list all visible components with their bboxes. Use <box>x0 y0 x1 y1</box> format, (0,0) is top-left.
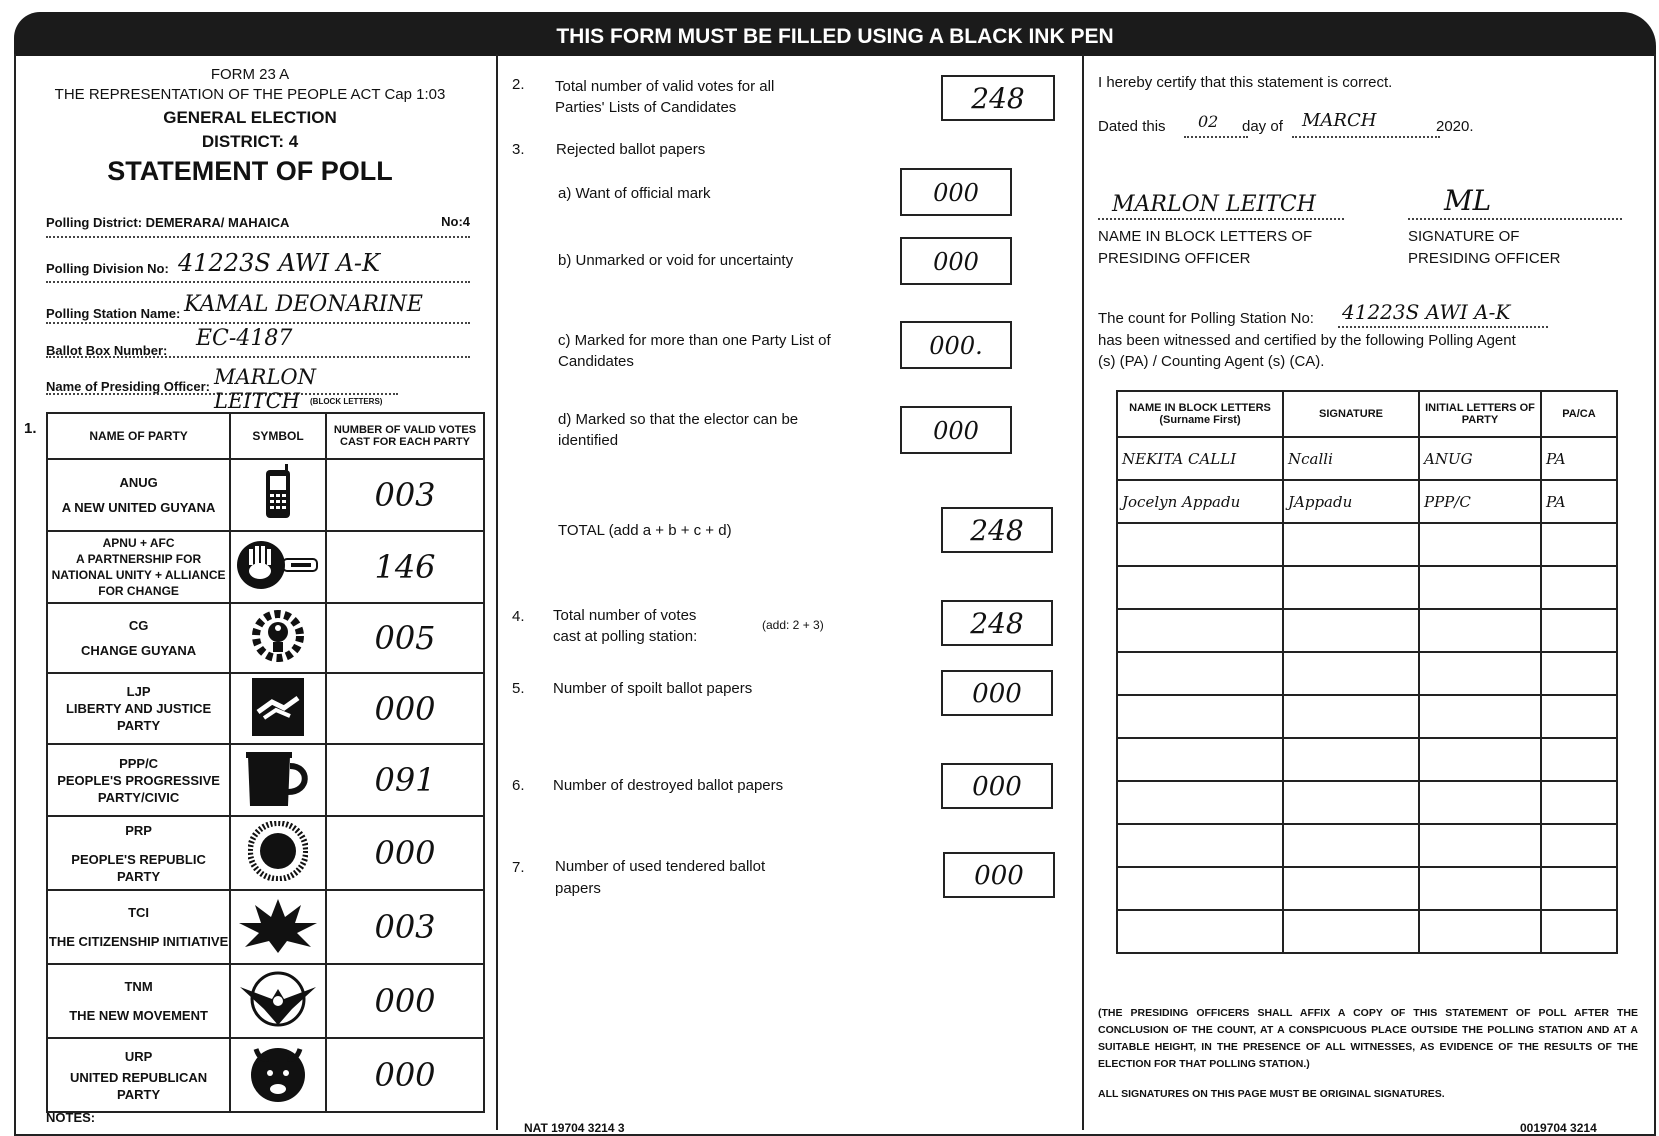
column-divider-right <box>1082 54 1084 1130</box>
votes-cell[interactable]: 000 <box>326 964 484 1038</box>
polling-station-value[interactable]: KAMAL DEONARINE <box>184 292 423 317</box>
party-row <box>47 890 484 964</box>
agent-signature[interactable] <box>1283 738 1419 781</box>
party-row <box>47 531 484 603</box>
agent-signature[interactable] <box>1283 867 1419 910</box>
party-name-cell <box>47 890 230 964</box>
q3a-value-box[interactable]: 000 <box>900 168 1012 216</box>
agent-row-empty <box>1117 910 1617 953</box>
agent-name[interactable]: Jocelyn Appadu <box>1117 480 1283 523</box>
agent-signature-header: SIGNATURE <box>1283 391 1419 437</box>
q3d-value-box[interactable]: 000 <box>900 406 1012 454</box>
officer-signature: ML <box>1444 184 1492 217</box>
agent-signature[interactable] <box>1283 652 1419 695</box>
agent-role[interactable] <box>1541 738 1617 781</box>
party-abbr: LJP <box>126 684 151 699</box>
agent-name[interactable] <box>1117 609 1283 652</box>
q4-label: Total number of votes cast at polling station: <box>553 607 698 645</box>
party-full-name: LIBERTY AND JUSTICE PARTY <box>65 701 212 733</box>
agent-row-empty <box>1117 609 1617 652</box>
agent-name-header: NAME IN BLOCK LETTERS (Surname First) <box>1117 391 1283 437</box>
total-value-box[interactable]: 248 <box>941 507 1053 553</box>
agent-party[interactable] <box>1419 738 1541 781</box>
party-name-cell <box>47 964 230 1038</box>
party-row <box>47 673 484 744</box>
q2-label: Total number of valid votes for all Parties' Lists of Candidates <box>555 78 775 116</box>
form-number: FORM 23 A <box>210 66 290 83</box>
party-full-name: UNITED REPUBLICAN PARTY <box>69 1069 208 1102</box>
bulb-gear-icon <box>230 603 326 673</box>
party-row <box>47 459 484 531</box>
agent-signature[interactable] <box>1283 781 1419 824</box>
q6-number: 6. <box>512 777 525 794</box>
agent-signature[interactable] <box>1283 609 1419 652</box>
election-title: GENERAL ELECTION <box>163 108 337 127</box>
block-letters-caption: (BLOCK LETTERS) <box>310 397 383 406</box>
q5-value-box[interactable]: 000 <box>941 670 1053 716</box>
agent-party[interactable] <box>1419 695 1541 738</box>
party-abbr: PPP/C <box>119 755 159 771</box>
q3c-label: c) Marked for more than one Party List of Candidates <box>558 332 831 370</box>
agent-signature[interactable] <box>1283 695 1419 738</box>
agent-name[interactable] <box>1117 566 1283 609</box>
party-abbr: APNU + AFC <box>102 536 175 550</box>
agent-signature[interactable] <box>1283 523 1419 566</box>
q3b-label: b) Unmarked or void for uncertainty <box>558 252 794 269</box>
votes-cell[interactable]: 000 <box>326 673 484 744</box>
agent-signature[interactable] <box>1283 566 1419 609</box>
agent-signature[interactable]: Ncalli <box>1283 437 1419 480</box>
instruction-banner: THIS FORM MUST BE FILLED USING A BLACK INK PEN <box>14 12 1656 56</box>
votes-cell[interactable]: 146 <box>326 531 484 603</box>
polling-station-label: Polling Station Name: <box>46 306 181 321</box>
bull-icon <box>230 1038 326 1112</box>
presiding-officer-label: Name of Presiding Officer: <box>46 379 210 394</box>
party-name-cell <box>47 744 230 816</box>
agent-party-header: INITIAL LETTERS OF PARTY <box>1419 391 1541 437</box>
polling-division-line <box>46 251 470 283</box>
agent-name[interactable]: NEKITA CALLI <box>1117 437 1283 480</box>
dated-line <box>1098 110 1478 140</box>
polling-station-line <box>46 292 470 324</box>
dated-mid: day of <box>1242 118 1283 135</box>
agents-table <box>1116 390 1618 954</box>
polling-district-line <box>46 214 470 238</box>
agent-party[interactable]: ANUG <box>1419 437 1541 480</box>
affix-note: (THE PRESIDING OFFICERS SHALL AFFIX A COPY OF THIS STATEMENT OF POLL AFTER THE CONCLUSION OF THE COUNT, AT A CONSPICUOUS PLACE OUTSIDE THE POLLING STATION AND AT A SUITABLE HEIGHT, IN THE PRESENCE OF ALL WITNESSES, AS EVIDENCE OF THE RESULTS OF THE ELECTION FOR THAT POLLING STATION.) <box>1098 1007 1638 1070</box>
agent-party[interactable] <box>1419 824 1541 867</box>
agent-name[interactable] <box>1117 695 1283 738</box>
officer-signature-field[interactable] <box>1408 184 1622 220</box>
q2-number: 2. <box>512 76 525 93</box>
party-abbr: CG <box>128 618 149 633</box>
agent-role[interactable]: PA <box>1541 480 1617 523</box>
form-header <box>40 66 460 187</box>
party-name-cell <box>47 1038 230 1112</box>
agent-signature[interactable]: JAppadu <box>1283 480 1419 523</box>
q5-label: Number of spoilt ballot papers <box>553 680 753 697</box>
officer-name-caption: NAME IN BLOCK LETTERS OF PRESIDING OFFICER <box>1098 228 1313 267</box>
party-abbr: PRP <box>125 822 152 838</box>
party-name-header: NAME OF PARTY <box>47 413 230 459</box>
officer-signature-caption: SIGNATURE OF PRESIDING OFFICER <box>1408 228 1561 267</box>
dated-day-field[interactable] <box>1184 112 1248 138</box>
votes-cell[interactable]: 005 <box>326 603 484 673</box>
votes-cell[interactable]: 091 <box>326 744 484 816</box>
agent-party[interactable] <box>1419 652 1541 695</box>
ballot-box-line <box>46 326 470 358</box>
q6-label: Number of destroyed ballot papers <box>553 777 784 794</box>
middle-footer-code: NAT 19704 3214 3 <box>524 1121 625 1135</box>
party-full-name: THE CITIZENSHIP INITIATIVE <box>48 934 229 949</box>
agent-role[interactable] <box>1541 523 1617 566</box>
hand-key-icon <box>230 531 326 603</box>
dated-day: 02 <box>1198 112 1219 131</box>
sun-icon <box>230 816 326 890</box>
q7-number: 7. <box>512 859 525 876</box>
district-title: DISTRICT: 4 <box>201 132 299 151</box>
agent-party[interactable] <box>1419 523 1541 566</box>
party-abbr: TCI <box>128 905 150 920</box>
eagle-icon <box>230 964 326 1038</box>
party-name-cell <box>47 603 230 673</box>
agent-name[interactable] <box>1117 824 1283 867</box>
polling-district-label: Polling District: DEMERARA/ MAHAICA <box>46 215 290 230</box>
dated-pre: Dated this <box>1098 118 1166 135</box>
party-full-name: A NEW UNITED GUYANA <box>61 500 216 515</box>
q4-number: 4. <box>512 608 525 625</box>
cup-icon <box>230 744 326 816</box>
agent-party[interactable] <box>1419 781 1541 824</box>
agent-name[interactable] <box>1117 523 1283 566</box>
act-title: THE REPRESENTATION OF THE PEOPLE ACT Cap 1:03 <box>54 86 446 103</box>
agent-row-empty <box>1117 652 1617 695</box>
agent-party[interactable]: PPP/C <box>1419 480 1541 523</box>
certify-text: I hereby certify that this statement is correct. <box>1098 74 1393 91</box>
count-field[interactable] <box>1338 300 1548 328</box>
polling-division-value[interactable]: 41223S AWI A-K <box>178 249 380 277</box>
party-row <box>47 964 484 1038</box>
agent-name[interactable] <box>1117 867 1283 910</box>
votes-cell[interactable]: 003 <box>326 459 484 531</box>
q6-value-box[interactable]: 000 <box>941 763 1053 809</box>
officer-name-handwritten: MARLON LEITCH <box>1112 192 1316 217</box>
q2-value-box[interactable]: 248 <box>941 75 1055 121</box>
ballot-box-label: Ballot Box Number: <box>46 343 168 358</box>
agent-role[interactable] <box>1541 867 1617 910</box>
q3b-value-box[interactable]: 000 <box>900 237 1012 285</box>
q3d-label: d) Marked so that the elector can be identified <box>558 411 799 449</box>
agent-name[interactable] <box>1117 652 1283 695</box>
party-votes-table <box>46 412 485 1113</box>
votes-cell[interactable]: 003 <box>326 890 484 964</box>
agent-role[interactable] <box>1541 609 1617 652</box>
section-1-number: 1. <box>24 420 37 437</box>
party-full-name: PEOPLE'S PROGRESSIVE PARTY/CIVIC <box>57 772 220 805</box>
agent-row-empty <box>1117 824 1617 867</box>
count-label: The count for Polling Station No: <box>1098 310 1314 327</box>
agent-role[interactable] <box>1541 910 1617 953</box>
ballot-box-value[interactable]: EC-4187 <box>196 326 293 351</box>
agent-role[interactable] <box>1541 824 1617 867</box>
q4-value-box[interactable]: 248 <box>941 600 1053 646</box>
polling-division-label: Polling Division No: <box>46 261 169 276</box>
q4-add-note: (add: 2 + 3) <box>762 618 824 632</box>
party-name-cell <box>47 459 230 531</box>
party-abbr: ANUG <box>119 475 158 490</box>
notes-label: NOTES: <box>46 1110 96 1125</box>
cellphone-icon <box>230 459 326 531</box>
column-divider-left <box>496 54 498 1130</box>
party-row <box>47 744 484 816</box>
q3c-value-box[interactable]: 000. <box>900 321 1012 369</box>
party-name-cell <box>47 531 230 603</box>
party-name-cell <box>47 673 230 744</box>
agent-role-header: PA/CA <box>1541 391 1617 437</box>
agent-party[interactable] <box>1419 867 1541 910</box>
agent-role[interactable] <box>1541 652 1617 695</box>
page-title: STATEMENT OF POLL <box>107 156 393 186</box>
agent-signature[interactable] <box>1283 824 1419 867</box>
agent-name[interactable] <box>1117 781 1283 824</box>
agent-role[interactable] <box>1541 781 1617 824</box>
agent-party[interactable] <box>1419 609 1541 652</box>
party-abbr: TNM <box>124 979 153 994</box>
agent-party[interactable] <box>1419 566 1541 609</box>
votes-header: NUMBER OF VALID VOTES CAST FOR EACH PARTY <box>326 413 484 459</box>
agent-signature[interactable] <box>1283 910 1419 953</box>
votes-cell[interactable]: 000 <box>326 1038 484 1112</box>
agent-row-empty <box>1117 695 1617 738</box>
agent-party[interactable] <box>1419 910 1541 953</box>
q5-number: 5. <box>512 680 525 697</box>
votes-cell[interactable]: 000 <box>326 816 484 890</box>
party-full-name: PEOPLE'S REPUBLIC PARTY <box>71 851 206 884</box>
original-signatures-note: ALL SIGNATURES ON THIS PAGE MUST BE ORIGINAL SIGNATURES. <box>1098 1088 1445 1100</box>
party-row <box>47 816 484 890</box>
right-footer-code: 0019704 3214 <box>1520 1121 1597 1135</box>
agent-row-empty <box>1117 781 1617 824</box>
q7-label: Number of used tendered ballot papers <box>555 858 766 897</box>
dated-month-field[interactable] <box>1292 110 1440 138</box>
agent-row-empty <box>1117 738 1617 781</box>
q3-label: Rejected ballot papers <box>556 141 706 158</box>
party-full-name: CHANGE GUYANA <box>81 643 197 658</box>
agent-name[interactable] <box>1117 738 1283 781</box>
agent-row <box>1117 437 1617 480</box>
count-line <box>1098 300 1618 332</box>
party-row <box>47 1038 484 1112</box>
agent-row <box>1117 480 1617 523</box>
q3-number: 3. <box>512 141 525 158</box>
agent-role[interactable] <box>1541 695 1617 738</box>
leaf-burst-icon <box>230 890 326 964</box>
q7-value-box[interactable]: 000 <box>943 852 1055 898</box>
count-value: 41223S AWI A-K <box>1342 300 1511 324</box>
dated-year: 2020. <box>1436 118 1474 135</box>
agent-row-empty <box>1117 566 1617 609</box>
party-abbr: URP <box>124 1048 153 1064</box>
witness-text: has been witnessed and certified by the following Polling Agent (s) (PA) / Counting Agent (s) (CA). <box>1098 332 1516 370</box>
officer-name-field[interactable] <box>1098 194 1344 220</box>
symbol-header: SYMBOL <box>230 413 326 459</box>
polling-district-number: No:4 <box>441 214 470 229</box>
handshake-icon <box>230 673 326 744</box>
party-row <box>47 603 484 673</box>
agent-row-empty <box>1117 867 1617 910</box>
presiding-officer-value[interactable]: MARLON LEITCH <box>214 365 317 413</box>
agent-role[interactable]: PA <box>1541 437 1617 480</box>
party-full-name: THE NEW MOVEMENT <box>69 1008 208 1023</box>
q3a-label: a) Want of official mark <box>558 185 711 202</box>
agent-name[interactable] <box>1117 910 1283 953</box>
agent-row-empty <box>1117 523 1617 566</box>
agent-role[interactable] <box>1541 566 1617 609</box>
party-name-cell <box>47 816 230 890</box>
total-label: TOTAL (add a + b + c + d) <box>558 522 732 539</box>
dated-month: MARCH <box>1302 110 1377 131</box>
party-full-name: A PARTNERSHIP FOR NATIONAL UNITY + ALLIANCE FOR CHANGE <box>51 552 226 598</box>
